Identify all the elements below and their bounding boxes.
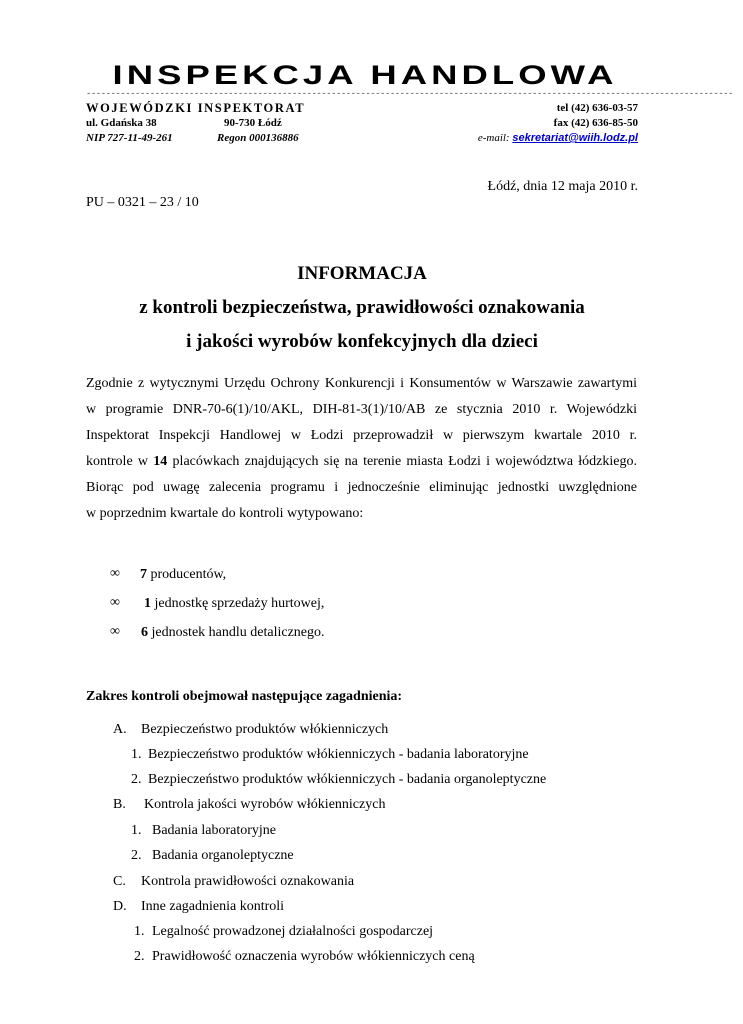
institution-name: WOJEWÓDZKI INSPEKTORAT	[86, 101, 306, 115]
intro-line-4-after: placówkach znajdujących się na terenie miasta Łodzi i województwa łódzkiego.	[167, 454, 638, 469]
scope-b1-label: Badania laboratoryjne	[152, 823, 277, 838]
scope-d2-label: Prawidłowość oznaczenia wyrobów włókienniczych ceną	[152, 949, 475, 964]
nip-number: NIP 727-11-49-261	[86, 132, 173, 144]
bullet-wholesale	[144, 596, 324, 612]
header-separator: ------------------------------------------------------------------------------------------------------------------------------------	[86, 89, 733, 99]
scope-a1-marker: 1.	[131, 747, 142, 762]
reference-number: PU – 0321 – 23 / 10	[86, 195, 199, 210]
scope-a2-label: Bezpieczeństwo produktów włókienniczych - badania organoleptyczne	[148, 772, 547, 787]
scope-c-marker: C.	[113, 874, 126, 889]
scope-b-marker: B.	[113, 797, 126, 812]
bullet-icon: ∞	[110, 624, 120, 639]
bullet-producers	[140, 567, 226, 583]
intro-line-3: Inspektorat Inspekcji Handlowej w Łodzi przeprowadził w pierwszym kwartale 2010 r.	[86, 428, 637, 443]
phone-number: tel (42) 636-03-57	[556, 102, 638, 114]
placowki-count: 14	[153, 454, 168, 469]
scope-c-label: Kontrola prawidłowości oznakowania	[141, 874, 355, 889]
scope-d-marker: D.	[113, 899, 127, 914]
retail-count: 6	[141, 625, 148, 640]
scope-a-label: Bezpieczeństwo produktów włókienniczych	[141, 722, 389, 737]
bullet-icon: ∞	[110, 566, 120, 581]
scope-d1-label: Legalność prowadzonej działalności gospodarczej	[152, 924, 434, 939]
producers-count: 7	[140, 567, 147, 582]
wholesale-count: 1	[144, 596, 151, 611]
fax-number: fax (42) 636-85-50	[553, 117, 638, 129]
intro-line-4-before: kontrole w	[86, 454, 154, 469]
retail-label: jednostek handlu detalicznego.	[148, 625, 325, 640]
scope-d2-marker: 2.	[134, 949, 145, 964]
scope-b-label: Kontrola jakości wyrobów włókienniczych	[144, 797, 386, 812]
scope-d1-marker: 1.	[134, 924, 145, 939]
intro-line-6: w poprzednim kwartale do kontroli wytypowano:	[86, 506, 364, 521]
document-subtitle-2: i jakości wyrobów konfekcyjnych dla dzieci	[186, 331, 538, 352]
scope-a-marker: A.	[113, 722, 127, 737]
wholesale-label: jednostkę sprzedaży hurtowej,	[151, 596, 325, 611]
intro-paragraph	[86, 371, 637, 527]
document-subtitle-1: z kontroli bezpieczeństwa, prawidłowości oznakowania	[139, 297, 585, 318]
scope-d-label: Inne zagadnienia kontroli	[141, 899, 285, 914]
bullet-retail	[141, 625, 325, 641]
scope-b2-label: Badania organoleptyczne	[152, 848, 294, 863]
email-link[interactable]: sekretariat@wiih.lodz.pl	[512, 132, 638, 144]
intro-line-5: Biorąc pod uwagę zalecenia programu i jednocześnie eliminując jednostki uwzględnione	[86, 480, 637, 495]
email-line	[478, 131, 638, 145]
logo-inspekcja-handlowa: INSPEKCJA HANDLOWA	[112, 60, 618, 90]
scope-a1-label: Bezpieczeństwo produktów włókienniczych - badania laboratoryjne	[148, 747, 529, 762]
intro-line-2: w programie DNR-70-6(1)/10/AKL, DIH-81-3(1)/10/AB ze stycznia 2010 r. Wojewódzki	[86, 402, 637, 417]
scope-b1-marker: 1.	[131, 823, 142, 838]
scope-heading: Zakres kontroli obejmował następujące zagadnienia:	[86, 689, 403, 704]
regon-number: Regon 000136886	[217, 132, 299, 144]
producers-label: producentów,	[147, 567, 227, 582]
address-city: 90-730 Łódź	[224, 117, 282, 129]
document-title: INFORMACJA	[297, 263, 427, 284]
intro-line-1: Zgodnie z wytycznymi Urzędu Ochrony Konkurencji i Konsumentów w Warszawie zawartymi	[86, 376, 637, 391]
place-date: Łódź, dnia 12 maja 2010 r.	[487, 179, 638, 194]
email-label: e-mail:	[477, 132, 513, 144]
scope-b2-marker: 2.	[131, 848, 142, 863]
scope-a2-marker: 2.	[131, 772, 142, 787]
address-street: ul. Gdańska 38	[86, 117, 157, 129]
bullet-icon: ∞	[110, 595, 120, 610]
intro-line-4	[86, 449, 637, 475]
